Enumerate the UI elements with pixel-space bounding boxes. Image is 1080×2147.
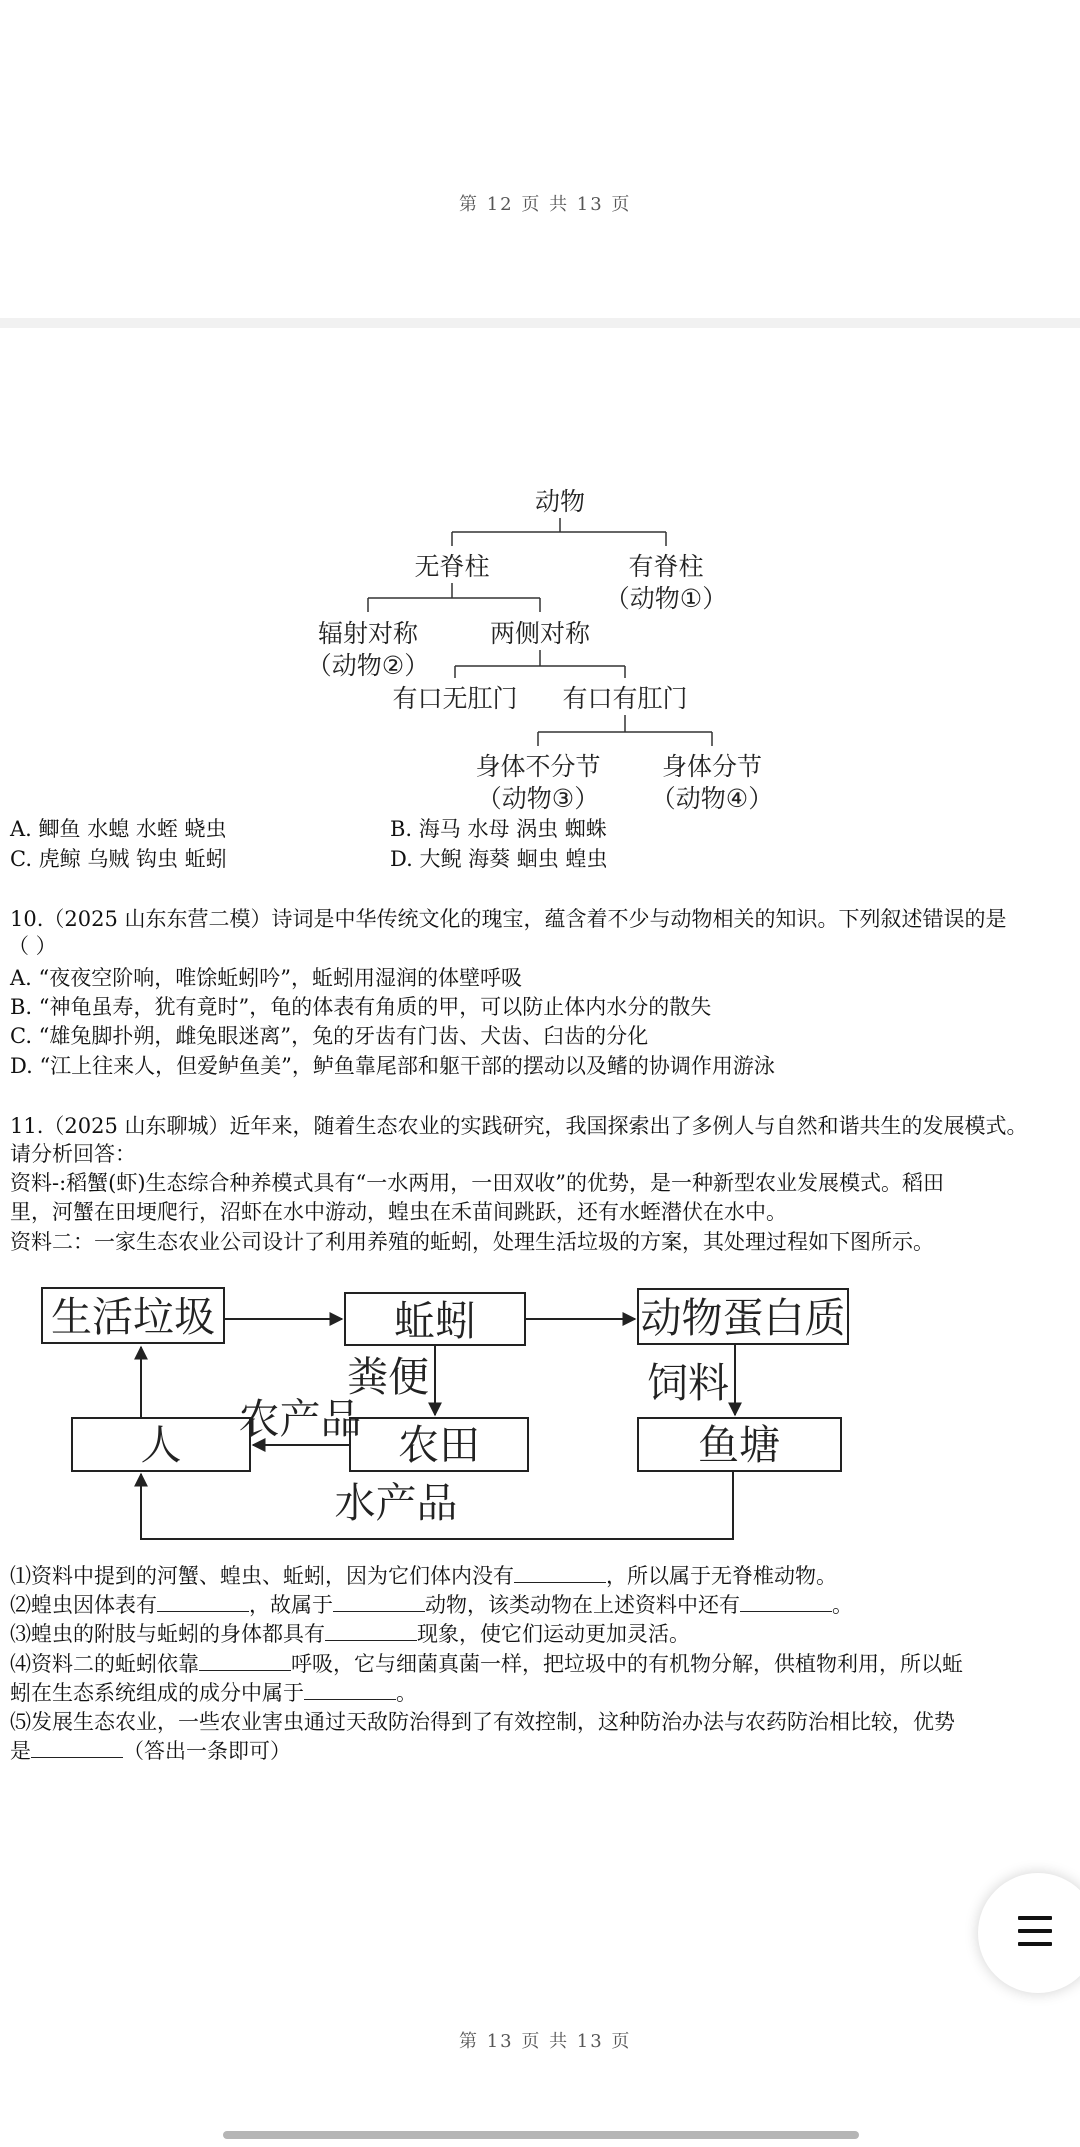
q11-stem-2: 请分析回答： — [10, 1142, 136, 1166]
q11-material-1-line1: 资料-:稻蟹(虾)生态综合种养模式具有“一水两用，一田双收”的优势，是一种新型农业发展模式。稻田 — [10, 1171, 945, 1195]
q11-sub-5-cont — [10, 1737, 291, 1766]
answer-blank[interactable] — [199, 1652, 291, 1671]
tree-radial: 辐射对称 — [317, 619, 419, 648]
flow-animal-protein: 动物蛋白质 — [640, 1294, 846, 1342]
answer-blank[interactable] — [514, 1564, 606, 1583]
tree-animal-2: （动物②） — [306, 651, 430, 680]
page-footer-top: 第 12 页 共 13 页 — [459, 194, 632, 215]
q11-sub-1 — [10, 1562, 837, 1591]
tree-vertebrate: 有脊柱 — [628, 552, 704, 581]
q9-option-a: A. 鲫鱼 水螅 水蛭 蛲虫 — [10, 817, 227, 841]
answer-blank[interactable] — [740, 1593, 832, 1612]
tree-bilateral: 两侧对称 — [489, 619, 591, 648]
q10-option-b: B. “神龟虽寿，犹有竟时”，龟的体表有角质的甲，可以防止体内水分的散失 — [10, 995, 712, 1019]
flow-label-aquatic-products: 水产品 — [334, 1479, 458, 1527]
q10-option-a: A. “夜夜空阶响，唯馀蚯蚓吟”，蚯蚓用湿润的体壁呼吸 — [10, 966, 522, 990]
tree-segmented: 身体分节 — [661, 752, 763, 781]
tree-mouth-no-anus: 有口无肛门 — [392, 684, 518, 713]
q11-sub-4-text-c: 蚓在生态系统组成的成分中属于 — [10, 1681, 304, 1705]
q10-stem: 10.（2025 山东东营二模）诗词是中华传统文化的瑰宝，蕴含着不少与动物相关的知识。下列叙述错误的是 — [10, 907, 1007, 931]
waste-processing-flow-diagram — [38, 1283, 858, 1548]
q11-sub-4 — [10, 1650, 963, 1679]
q11-sub-4-text-b: 呼吸，它与细菌真菌一样，把垃圾中的有机物分解，供植物利用，所以蚯 — [291, 1652, 963, 1676]
answer-blank[interactable] — [304, 1681, 396, 1700]
flow-person: 人 — [140, 1421, 182, 1469]
q11-material-2: 资料二：一家生态农业公司设计了利用养殖的蚯蚓，处理生活垃圾的方案，其处理过程如下图所示。 — [10, 1230, 934, 1254]
answer-blank[interactable] — [157, 1593, 249, 1612]
q11-sub-1-text-a: ⑴资料中提到的河蟹、蝗虫、蚯蚓，因为它们体内没有 — [10, 1564, 514, 1588]
tree-invertebrate: 无脊柱 — [414, 552, 490, 581]
tree-mouth-anus: 有口有肛门 — [562, 684, 688, 713]
animal-classification-tree — [280, 470, 800, 830]
q11-sub-4-text-a: ⑷资料二的蚯蚓依靠 — [10, 1652, 199, 1676]
q11-sub-4-text-d: 。 — [396, 1681, 417, 1705]
q11-sub-5 — [10, 1708, 955, 1737]
q11-sub-1-text-b: ，所以属于无脊椎动物。 — [606, 1564, 837, 1588]
q10-option-d: D. “江上往来人，但爱鲈鱼美”，鲈鱼靠尾部和躯干部的摆动以及鳍的协调作用游泳 — [10, 1054, 775, 1078]
page-separator — [0, 318, 1080, 328]
flow-farmland: 农田 — [398, 1421, 480, 1469]
q11-sub-2 — [10, 1591, 853, 1620]
hamburger-menu-icon[interactable] — [1018, 1916, 1052, 1946]
q11-sub-2-text-a: ⑵蝗虫因体表有 — [10, 1593, 157, 1617]
q10-answer-paren: （ ） — [8, 934, 57, 958]
q11-sub-5-text-a: ⑸发展生态农业，一些农业害虫通过天敌防治得到了有效控制，这种防治办法与农药防治相比较，优势 — [10, 1710, 955, 1734]
q11-sub-2-text-c: 动物，该类动物在上述资料中还有 — [425, 1593, 740, 1617]
q11-sub-4-cont — [10, 1679, 417, 1708]
tree-animal-3: （动物③） — [476, 784, 600, 813]
answer-blank[interactable] — [333, 1593, 425, 1612]
q10-option-c: C. “雄兔脚扑朔，雌兔眼迷离”，兔的牙齿有门齿、犬齿、臼齿的分化 — [10, 1024, 649, 1048]
q11-sub-2-text-b: ，故属于 — [249, 1593, 333, 1617]
flow-earthworm: 蚯蚓 — [394, 1297, 476, 1345]
q11-sub-3-text-a: ⑶蝗虫的附肢与蚯蚓的身体都具有 — [10, 1622, 325, 1646]
tree-unsegmented: 身体不分节 — [475, 752, 601, 781]
q11-sub-5-text-c: （答出一条即可） — [123, 1739, 291, 1763]
q11-stem: 11.（2025 山东聊城）近年来，随着生态农业的实践研究，我国探索出了多例人与自然和谐共生的发展模式。 — [10, 1114, 1028, 1138]
answer-blank[interactable] — [31, 1739, 123, 1758]
page-footer-bottom: 第 13 页 共 13 页 — [459, 2031, 632, 2052]
tree-animal-1: （动物①） — [604, 584, 728, 613]
q11-sub-3-text-b: 现象，使它们运动更加灵活。 — [417, 1622, 690, 1646]
home-indicator[interactable] — [223, 2131, 859, 2139]
q9-option-d: D. 大鲵 海葵 蛔虫 蝗虫 — [390, 847, 608, 871]
flow-fish-pond: 鱼塘 — [698, 1421, 780, 1469]
flow-label-dung: 粪便 — [347, 1353, 429, 1401]
flow-label-farm-products: 农产品 — [238, 1395, 362, 1443]
q11-sub-3 — [10, 1620, 690, 1649]
q11-sub-5-text-b: 是 — [10, 1739, 31, 1763]
q9-option-c: C. 虎鲸 乌贼 钩虫 蚯蚓 — [10, 847, 227, 871]
flow-garbage: 生活垃圾 — [51, 1293, 215, 1341]
flow-label-feed: 饲料 — [647, 1359, 729, 1407]
q9-option-b: B. 海马 水母 涡虫 蜘蛛 — [390, 817, 607, 841]
tree-animal-4: （动物④） — [650, 784, 774, 813]
q11-material-1-line2: 里，河蟹在田埂爬行，沼虾在水中游动，蝗虫在禾苗间跳跃，还有水蛭潜伏在水中。 — [10, 1200, 787, 1224]
tree-root: 动物 — [534, 487, 586, 516]
answer-blank[interactable] — [325, 1622, 417, 1641]
q11-sub-2-text-d: 。 — [832, 1593, 853, 1617]
